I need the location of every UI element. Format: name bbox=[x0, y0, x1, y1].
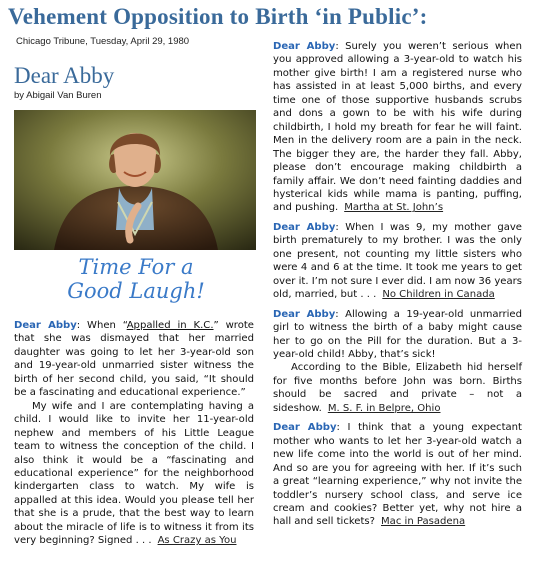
good-laugh-title bbox=[20, 255, 252, 303]
letter-text: According to the Bible, Elizabeth hid herself for five months before John was born. Births should be sacred and private – not a sideshow. bbox=[273, 362, 522, 414]
letter-salutation: Dear Abby bbox=[273, 422, 337, 434]
letter-item bbox=[273, 421, 522, 529]
column-title: Dear Abby bbox=[14, 63, 115, 88]
quoted-signature: Appalled in K.C. bbox=[126, 320, 214, 331]
letter-signature: M. S. F. in Belpre, Ohio bbox=[327, 402, 441, 414]
letter-text: : I think that a young expectant mother who wants to let her 3-year-old watch a new life come into the world is out of her mind. And so are you for agreeing with her. If it’s such a great “learning experience,” why not invite the toddler’s nursery school class, and serve ice cream and cookies? Better yet, why not hire a hall and sell tickets? bbox=[273, 422, 522, 528]
byline: by Abigail Van Buren bbox=[14, 90, 102, 101]
letter-signature: Mac in Pasadena bbox=[381, 516, 466, 528]
letter-text: : When I was 9, my mother gave birth prematurely to my brother. I was the only one present, not counting my little sisters who were 4 and 6 at the time. It took me years to get over it. I’m not sure I ever did. I am now 36 years old, married, but . . . bbox=[273, 221, 522, 301]
reader-letters bbox=[273, 40, 522, 535]
letter-text: : Allowing a 19-year-old unmarried girl to witness the birth of a baby might cause her to go on the Pill for the duration. But a 3-year-old child! Abby, that’s sick! bbox=[273, 308, 522, 360]
letter-item bbox=[273, 40, 522, 215]
letter-signature: As Crazy as You bbox=[157, 535, 237, 547]
laugh-title-line-1: Time For a bbox=[78, 255, 194, 279]
letter-text: : When “ bbox=[76, 320, 127, 331]
letter-salutation: Dear Abby bbox=[273, 41, 336, 52]
letter-salutation: Dear Abby bbox=[273, 221, 336, 233]
columnist-photo bbox=[14, 110, 256, 250]
letter-text: My wife and I are contemplating having a child. I would like to invite her 11-year-old nephew and members of his Little League team to witness the conception of the child. I also think it would be a “fascinating and educational experience” for the neighborhood kindergarten class to watch. My wife is appalled at this idea. Would you please tell her that she is a prude, that the best way to learn about the miracle of life is to witness it from its very beginning? Signed . . . bbox=[14, 400, 254, 547]
letter-salutation: Dear Abby bbox=[14, 320, 77, 331]
letter-paragraph bbox=[273, 308, 522, 362]
first-letter-paragraph bbox=[14, 319, 254, 400]
letter-salutation: Dear Abby bbox=[273, 308, 336, 320]
letter-item bbox=[273, 221, 522, 302]
laugh-title-line-2: Good Laugh! bbox=[67, 279, 205, 303]
first-letter bbox=[14, 319, 254, 548]
first-letter-paragraph-2 bbox=[14, 400, 254, 548]
letter-signature: No Children in Canada bbox=[382, 289, 495, 301]
letter-text: ” wrote that she was dismayed that her married daughter was going to let her 3-year-old son and 19-year-old unmarried sister witness the birth of her second child, you said, “It should be a fascinating and educational experience.” bbox=[14, 320, 254, 399]
article-headline: Vehement Opposition to Birth ‘in Public’: bbox=[8, 4, 428, 29]
letter-signature: Martha at St. John’s bbox=[344, 202, 444, 214]
letter-item bbox=[273, 308, 522, 416]
letter-text: : Surely you weren’t serious when you approved allowing a 3-year-old to watch his mother give birth! I am a registered nurse who has assisted in at least 5,000 births, and every time one of those supportive husbands scrubs and dons a gown to be with his wife during childbirth, I hold my breath for fear he will faint. Men in the delivery room are a pain in the neck. The bigger they are, the harder they fall. Abby, please don’t encourage making childbirth a family affair. We don’t need fainting daddies and hysterical kids while mama is panting, puffing, and pushing. bbox=[273, 41, 522, 214]
source-line: Chicago Tribune, Tuesday, April 29, 1980 bbox=[16, 36, 190, 47]
letter-paragraph-2 bbox=[273, 361, 522, 415]
